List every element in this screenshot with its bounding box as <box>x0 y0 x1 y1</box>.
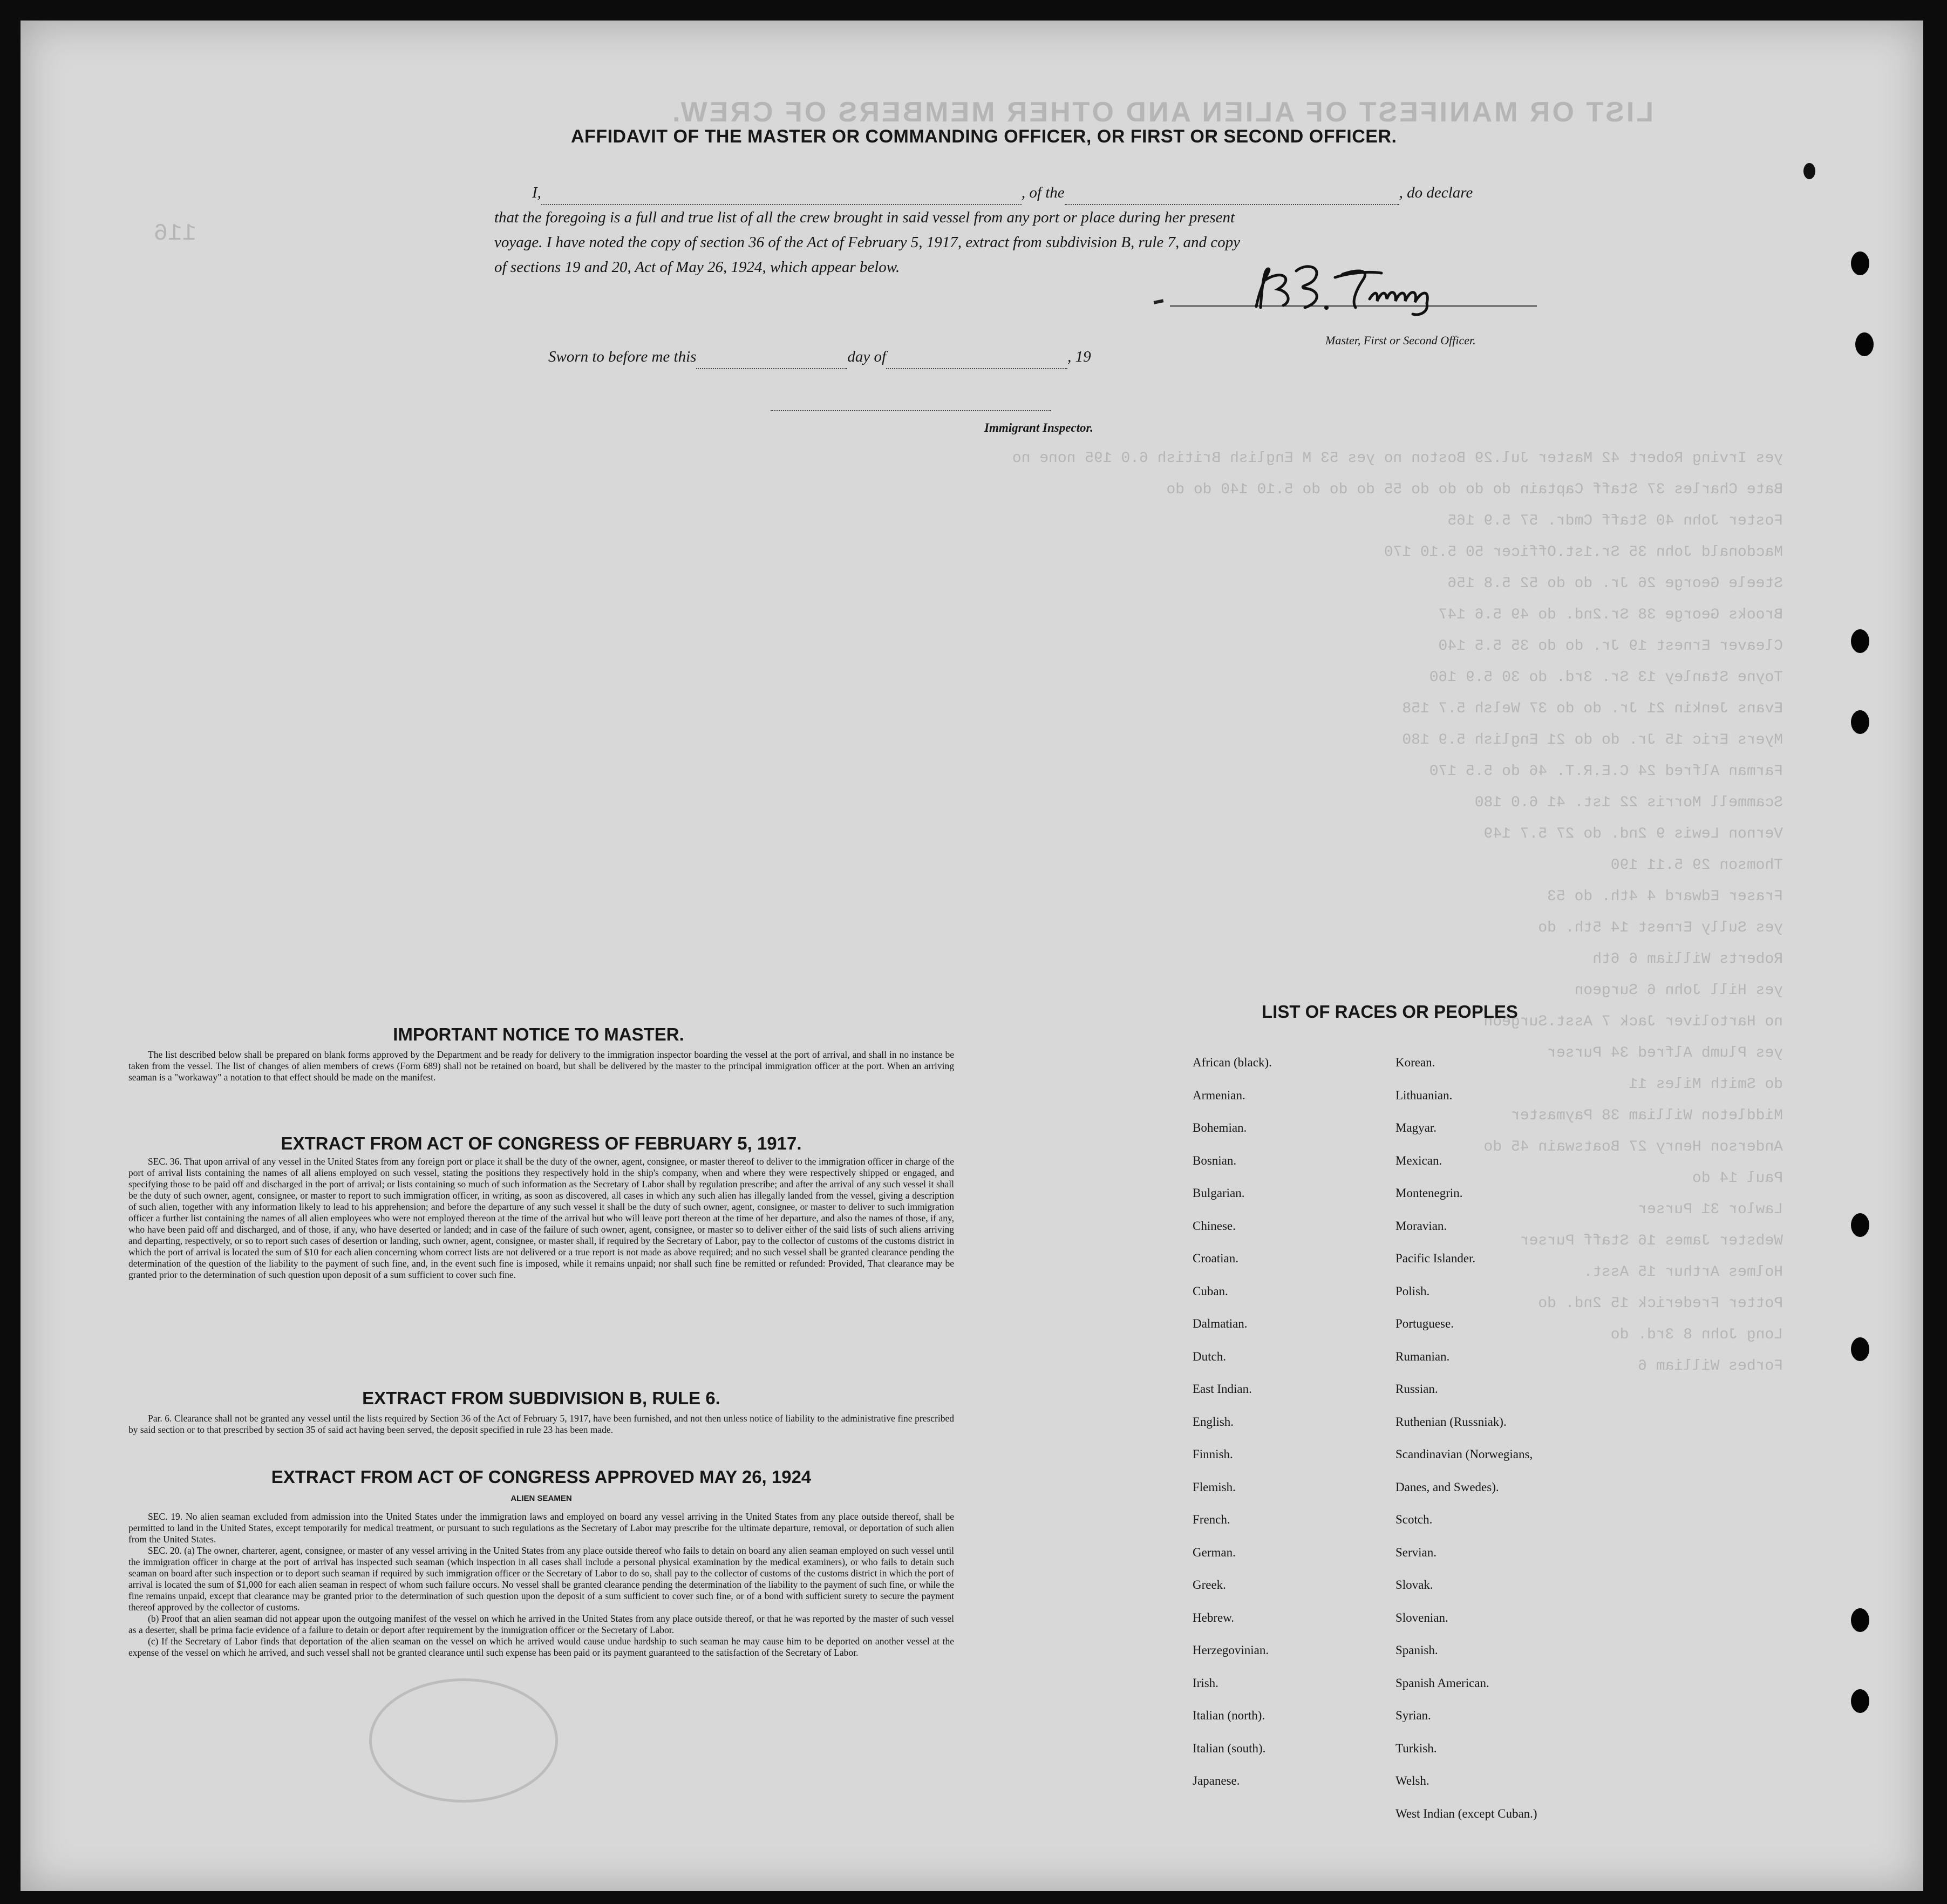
race-item: Hebrew. <box>1193 1610 1235 1624</box>
declaration-i: I, <box>532 184 541 201</box>
extract-rule6-text: Par. 6. Clearance shall not be granted any vessel until the lists required by Section 36 of the Act of February 5, 1917, have been furnished, and not then unless notice of liability to the administrative fine prescribed by said section or to that prescribed by section 35 of said act having been served, the deposit specified in rule 23 has been made. <box>128 1413 954 1435</box>
punch-hole <box>1851 1689 1869 1713</box>
sworn-day-of: day of <box>847 348 887 365</box>
bleed-row: Brooks George 38 Sr.2nd. do 49 5.6 147 <box>1438 607 1783 623</box>
race-item: Scotch. <box>1395 1513 1433 1526</box>
bleed-row: Thomson 29 5.11 190 <box>1610 857 1783 874</box>
race-item: English. <box>1193 1415 1234 1429</box>
race-item: Magyar. <box>1395 1121 1437 1134</box>
race-item: Armenian. <box>1193 1088 1245 1102</box>
punch-hole <box>1851 629 1869 653</box>
race-item: Irish. <box>1193 1676 1218 1690</box>
sworn-before: Sworn to before me this <box>548 348 697 365</box>
bleed-row: Macdonald John 35 Sr.1st.Officer 50 5.10 170 <box>1384 544 1783 561</box>
sec19-paragraph: SEC. 19. No alien seaman excluded from admission into the United States under the immigration laws and employed on board any vessel arriving in the United States from any place outside thereof, shall be permitted to land in the United States, except temporarily for medical treatment, or pursuant to such regulations as the Secretary of Labor may prescribe for the ultimate departure, removal, or deportation of such alien from the United States. <box>128 1511 954 1545</box>
bleed-row: yes Sully Ernest 14 5th. do <box>1538 920 1783 936</box>
bleed-row: Forbes William 6 <box>1638 1358 1783 1375</box>
race-item: Bulgarian. <box>1193 1186 1245 1200</box>
race-item: Greek. <box>1193 1578 1226 1592</box>
bleed-row: Fraser Edward 4 4th. do 53 <box>1547 888 1783 905</box>
race-item: Dalmatian. <box>1193 1317 1248 1330</box>
race-item: Japanese. <box>1193 1774 1240 1787</box>
declaration-do-declare: , do declare <box>1399 184 1473 201</box>
race-item: Bohemian. <box>1193 1121 1247 1134</box>
race-item: Italian (north). <box>1193 1709 1265 1722</box>
bleed-row: Long John 8 3rd. do <box>1610 1327 1783 1343</box>
race-item: Moravian. <box>1395 1219 1447 1233</box>
bleed-row: Farman Alfred 24 C.E.R.T. 46 do 5.5 170 <box>1429 763 1783 780</box>
extract-1917-text: SEC. 36. That upon arrival of any vessel in the United States from any foreign port or place it shall be the duty of the owner, agent, consignee, or master thereof to deliver to the immigration officer in charge of the port of arrival lists containing the names of all aliens employed on such vessel, stating the positions they respectively hold in the ship's company, when and where they were respectively shipped or engaged, and specifying those to be paid off and discharged in the port of arrival; or lists containing so much of such information as the Secretary of Labor shall by regulation prescribe; and after the arrival of any such vessel it shall be the duty of such owner, agent, consignee, or master to report to such immigration officer, in writing, as soon as discovered, all cases in which any such alien has illegally landed from the vessel, giving a description of such alien, together with any information likely to lead to his apprehension; and before the departure of any such vessel it shall be the duty of such owner, agent, consignee, or master to deliver to such immigration officer a further list containing the names of all alien employees who were not employed thereon at the time of the arrival but who will leave port thereon at the time of her departure, and also the names of those, if any, who have been paid off and discharged, and of those, if any, who have deserted or landed; and in case of the failure of such owner, agent, consignee, or master so to deliver either of the said lists of such aliens arriving and departing, respectively, or so to report such cases of desertion or landing, such owner, agent, consignee, or master shall, if required by the Secretary of Labor, pay to the collector of customs of the customs district in which the port of arrival is located the sum of $10 for each alien concerning whom correct lists are not delivered or a true report is not made as above required; and no such vessel shall be granted clearance pending the determination of the question of the liability to the payment of such fine, and, in the event such fine is imposed, while it remains unpaid; nor shall such fine be remitted or refunded: Provided, That clearance may be granted prior to the determination of such question upon deposit of a sum sufficient to cover such fine. <box>128 1156 954 1280</box>
declaration-line-1 <box>532 180 1473 205</box>
bleed-row: Webster James 16 Staff Purser <box>1520 1233 1783 1249</box>
race-item: Turkish. <box>1395 1741 1437 1755</box>
punch-hole <box>1851 1608 1869 1632</box>
race-item: Spanish American. <box>1395 1676 1489 1690</box>
name-field[interactable] <box>541 188 1022 205</box>
race-item: Mexican. <box>1395 1153 1442 1167</box>
punch-hole <box>1851 1337 1869 1361</box>
race-item: Herzegovinian. <box>1193 1643 1269 1657</box>
race-item: Scandinavian (Norwegians, <box>1395 1447 1533 1461</box>
declaration-line-4: of sections 19 and 20, Act of May 26, 1924, which appear below. <box>494 259 900 276</box>
signature-dash <box>1154 299 1164 304</box>
notice-title: IMPORTANT NOTICE TO MASTER. <box>393 1024 684 1044</box>
race-item: African (black). <box>1193 1056 1272 1069</box>
sworn-month-field[interactable] <box>886 352 1067 369</box>
sworn-day-field[interactable] <box>696 352 847 369</box>
extract-rule6-title: EXTRACT FROM SUBDIVISION B, RULE 6. <box>362 1388 720 1408</box>
race-item: Cuban. <box>1193 1284 1228 1298</box>
inspector-line <box>771 410 1051 411</box>
bleed-row: Foster John 40 Staff Cmdr. 57 5.9 165 <box>1447 513 1783 529</box>
bleed-row: yes Irving Robert 42 Master Jul.29 Boston no yes 53 M English British 6.0 195 none no <box>1012 450 1783 467</box>
punch-hole <box>1855 332 1874 356</box>
bleed-row: Myers Eric 15 Jr. do do 21 English 5.9 180 <box>1402 732 1783 749</box>
race-item: Ruthenian (Russniak). <box>1395 1415 1507 1429</box>
bleed-row: do Smith Miles 11 <box>1629 1076 1783 1093</box>
inspector-caption: Immigrant Inspector. <box>984 421 1093 434</box>
extract-1917-title: EXTRACT FROM ACT OF CONGRESS OF FEBRUARY 5, 1917. <box>281 1133 802 1153</box>
torn-mark <box>1803 163 1815 179</box>
race-item: Servian. <box>1395 1545 1437 1559</box>
declaration-line-3: voyage. I have noted the copy of section 36 of the Act of February 5, 1917, extract from subdivision B, rule 7, and copy <box>494 234 1241 251</box>
races-left-column <box>1193 1056 1371 1807</box>
race-item: Flemish. <box>1193 1480 1236 1494</box>
punch-hole <box>1851 251 1869 275</box>
sec20a-paragraph: SEC. 20. (a) The owner, charterer, agent, consignee, or master of any vessel arriving in the United States from any place outside thereof who fails to detain on board any alien seaman employed on such vessel until the immigration officer in charge at the port of arrival has inspected such seaman (which inspection in all cases shall include a personal physical examination by the medical examiners), or who fails to detain such seaman on board after such inspection or to deport such seaman if required by such immigration officer or the Secretary of Labor to do so, shall pay to the collector of customs of the customs district in which the port of arrival is located the sum of $1,000 for each alien seaman in respect of whom such failure occurs. No vessel shall be granted clearance pending the determination of the liability to the payment of such fine, or while the fine remains unpaid, except that clearance may be granted prior to the determination of such question upon the deposit of a sum sufficient to cover such fine, or of a bond with sufficient surety to secure the payment thereof approved by the collector of customs. <box>128 1545 954 1613</box>
race-item: Syrian. <box>1395 1709 1431 1722</box>
bleed-row: no Hartoliver Jack 7 Asst.Surgeon <box>1483 1014 1783 1030</box>
race-item: Rumanian. <box>1395 1349 1450 1363</box>
race-item: Polish. <box>1395 1284 1430 1298</box>
bleed-row: yes Hill John 6 Surgeon <box>1574 982 1783 999</box>
bleed-row: Scammell Morris 22 1st. 41 6.0 180 <box>1474 794 1783 811</box>
declaration-of-the: , of the <box>1021 184 1065 201</box>
race-item: Montenegrin. <box>1395 1186 1463 1200</box>
sworn-line <box>548 344 1091 369</box>
race-item: Finnish. <box>1193 1447 1233 1461</box>
extract-1924-text <box>128 1511 954 1658</box>
bleed-row: Vernon Lewis 9 2nd. do 27 5.7 149 <box>1483 826 1783 842</box>
race-item: East Indian. <box>1193 1382 1252 1396</box>
bleed-row: Lawlor 31 Purser <box>1638 1201 1783 1218</box>
race-item: Croatian. <box>1193 1252 1238 1265</box>
race-item: Welsh. <box>1395 1774 1429 1787</box>
handwritten-signature <box>1240 258 1488 317</box>
race-item: Portuguese. <box>1395 1317 1454 1330</box>
race-item: German. <box>1193 1545 1236 1559</box>
race-item: Lithuanian. <box>1395 1088 1453 1102</box>
bleed-row: Evans Jenkin 21 Jr. do do 37 Welsh 5.7 158 <box>1402 701 1783 717</box>
race-item: Pacific Islander. <box>1395 1252 1476 1265</box>
bleed-row: Anderson Henry 27 Boatswain 45 do <box>1483 1139 1783 1155</box>
signature-caption: Master, First or Second Officer. <box>1325 334 1476 347</box>
bleed-row: Bate Charles 37 Staff Captain do do do do 55 do do do 5.10 140 do do <box>1166 481 1783 498</box>
race-item: Korean. <box>1395 1056 1435 1069</box>
races-right-column <box>1395 1056 1655 1839</box>
bleed-row: Middleton William 38 Paymaster <box>1510 1107 1783 1124</box>
bleed-row: Potter Frederick 15 2nd. do <box>1538 1295 1783 1312</box>
bleed-row: yes Plumb Alfred 34 Purser <box>1547 1045 1783 1062</box>
vessel-field[interactable] <box>1065 188 1399 205</box>
affidavit-title: AFFIDAVIT OF THE MASTER OR COMMANDING OFFICER, OR FIRST OR SECOND OFFICER. <box>571 126 1397 147</box>
races-title: LIST OF RACES OR PEOPLES <box>1262 1002 1518 1022</box>
bleed-row: Toyne Stanley 13 Sr. 3rd. do 30 5.9 160 <box>1429 669 1783 686</box>
extract-1924-title: EXTRACT FROM ACT OF CONGRESS APPROVED MAY 26, 1924 <box>271 1467 812 1487</box>
race-item: Slovenian. <box>1395 1610 1448 1624</box>
bleed-row: Paul 14 do <box>1692 1170 1783 1187</box>
race-item: French. <box>1193 1513 1230 1526</box>
sworn-year: , 19 <box>1067 348 1091 365</box>
manifest-sheet <box>21 21 1923 1891</box>
race-item: Bosnian. <box>1193 1153 1237 1167</box>
extract-1924-subtitle: ALIEN SEAMEN <box>510 1494 572 1503</box>
race-item: West Indian (except Cuban.) <box>1395 1806 1537 1820</box>
race-item: Slovak. <box>1395 1578 1433 1592</box>
race-item: Italian (south). <box>1193 1741 1266 1755</box>
punch-hole <box>1851 710 1869 734</box>
bleed-row: Cleaver Ernest 19 Jr. do do 35 5.5 140 <box>1438 638 1783 655</box>
race-item: Dutch. <box>1193 1349 1226 1363</box>
bleed-row: Roberts William 6 6th <box>1592 951 1783 968</box>
race-item: Russian. <box>1395 1382 1438 1396</box>
bleed-row: Holmes Arthur 15 Asst. <box>1583 1264 1783 1281</box>
bleed-header: LIST OR MANIFEST OF ALIEN AND OTHER MEMBERS OF CREW. <box>670 97 1653 128</box>
race-item: Chinese. <box>1193 1219 1236 1233</box>
race-item: Spanish. <box>1395 1643 1438 1657</box>
declaration-line-2: that the foregoing is a full and true list of all the crew brought in said vessel from any port or place during her present <box>494 209 1235 226</box>
bleed-row: Steele George 26 Jr. do do 52 5.8 156 <box>1447 575 1783 592</box>
punch-hole <box>1851 1213 1869 1237</box>
notice-text: The list described below shall be prepared on blank forms approved by the Department and be ready for delivery to the immigration inspector boarding the vessel at the port of arrival, and shall in no instance be taken from the vessel. The list of changes of alien members of crews (Form 689) shall not be retained on board, but shall be delivered by the master to the principal immigration officer at the port. When an arriving seaman is a "workaway" a notation to that effect should be made on the manifest. <box>128 1049 954 1083</box>
race-item: Danes, and Swedes). <box>1395 1480 1499 1494</box>
sec20c-paragraph: (c) If the Secretary of Labor finds that deportation of the alien seaman on the vessel on which he arrived would cause undue hardship to such seaman he may cause him to be deported on another vessel at the expense of the vessel on which he arrived, and such vessel shall not be granted clearance until such expense has been paid or its payment guaranteed to the satisfaction of the Secretary of Labor. <box>128 1636 954 1658</box>
faint-stamp <box>369 1678 558 1803</box>
sec20b-paragraph: (b) Proof that an alien seaman did not appear upon the outgoing manifest of the vessel on which he arrived in the United States from any place outside thereof, or that he was reported by the master of such vessel as a deserter, shall be prima facie evidence of a failure to detain or deport after requirement by the immigration officer or the Secretary of Labor. <box>128 1613 954 1635</box>
bleed-page-number: 116 <box>153 220 196 247</box>
